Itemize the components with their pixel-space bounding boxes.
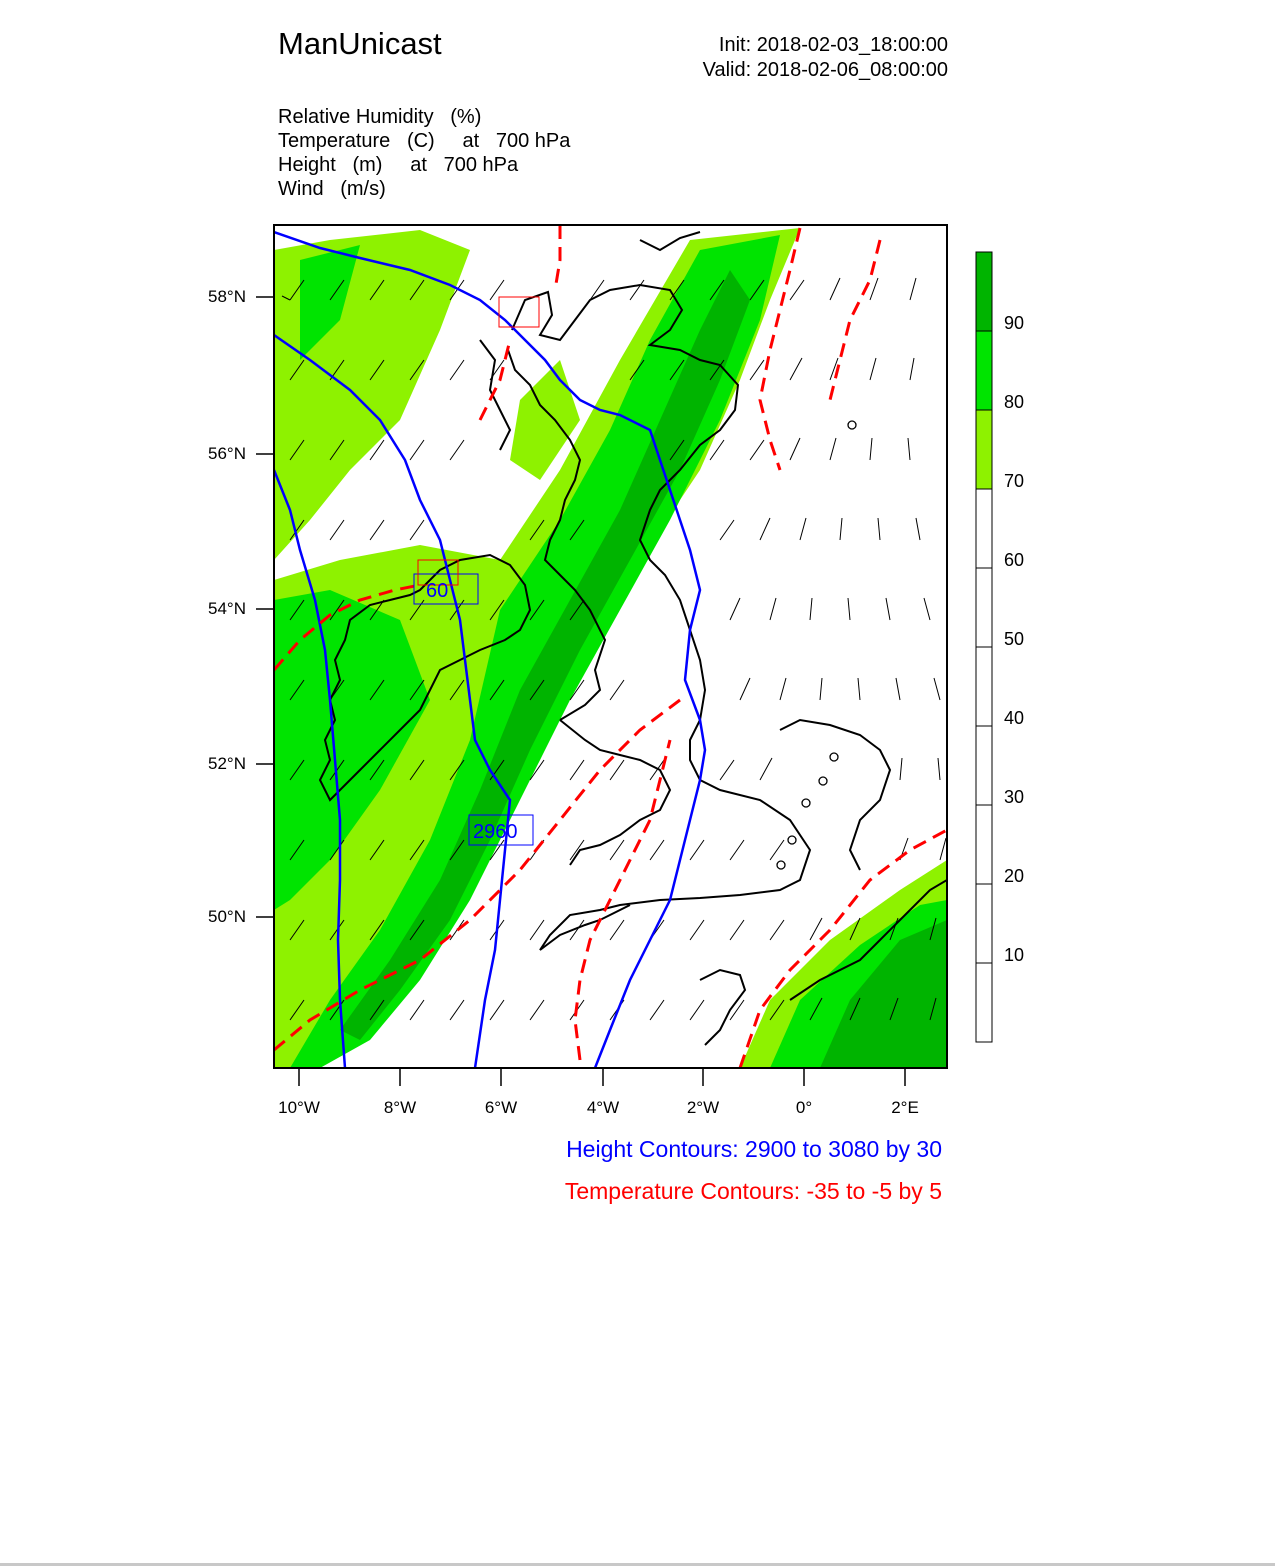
lon-label-2w: 2°W [686,1098,720,1117]
colorbar-label-70: 70 [1004,471,1025,491]
lat-label-52n: 52°N [208,754,246,773]
field-wind: Wind (m/s) [278,178,386,200]
colorbar-label-20: 20 [1004,866,1025,886]
height-contour-note: Height Contours: 2900 to 3080 by 30 [566,1136,942,1162]
colorbar-label-80: 80 [1004,392,1025,412]
field-temperature: Temperature (C) at 700 hPa [278,130,571,152]
chart-title: ManUnicast [278,26,442,61]
lon-label-8w: 8°W [383,1098,417,1117]
colorbar-label-50: 50 [1004,629,1025,649]
colorbar-label-30: 30 [1004,787,1025,807]
valid-time: Valid: 2018-02-06_08:00:00 [702,59,948,81]
lat-label-50n: 50°N [208,907,246,926]
lon-label-4w: 4°W [586,1098,620,1117]
contour-label-2: 2960 [473,821,518,843]
field-height: Height (m) at 700 hPa [278,154,519,176]
lon-label-0: 0° [795,1098,813,1117]
temperature-contour-note: Temperature Contours: -35 to -5 by 5 [564,1178,942,1204]
contour-label-1: 60 [426,580,449,602]
lat-label-58n: 58°N [208,287,246,306]
lat-label-56n: 56°N [208,444,246,463]
colorbar-label-40: 40 [1004,708,1025,728]
init-time: Init: 2018-02-03_18:00:00 [718,34,948,56]
colorbar-label-10: 10 [1004,945,1025,965]
field-rh: Relative Humidity (%) [278,106,482,128]
colorbar [976,252,992,1042]
colorbar-label-90: 90 [1004,313,1025,333]
lon-label-10w: 10°W [278,1098,320,1117]
lat-label-54n: 54°N [208,599,246,618]
map-plot-area [274,225,947,1068]
colorbar-label-60: 60 [1004,550,1025,570]
lon-label-2e: 2°E [891,1098,919,1117]
lon-label-6w: 6°W [484,1098,518,1117]
